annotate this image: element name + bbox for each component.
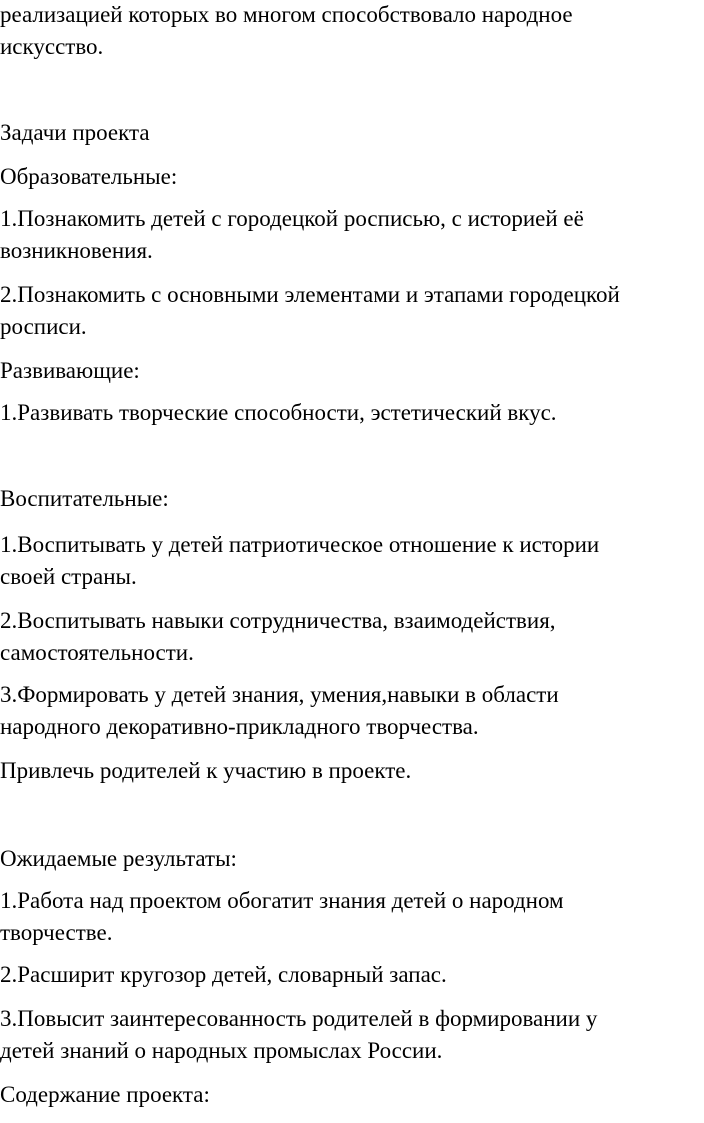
educational-item-1-line-2: возникновения. [0, 238, 153, 263]
results-item-2: 2.Расширит кругозор детей, словарный запас. [0, 962, 447, 987]
upbringing-item-1-line-2: своей страны. [0, 564, 137, 589]
intro-line-1: реализацией которых во многом способствовало народное [0, 2, 573, 27]
results-heading: Ожидаемые результаты: [0, 846, 237, 871]
upbringing-item-2-line-2: самостоятельности. [0, 640, 194, 665]
educational-item-2-line-1: 2.Познакомить с основными элементами и этапами городецкой [0, 282, 620, 307]
results-item-1-line-2: творчестве. [0, 920, 113, 945]
content-heading: Содержание проекта: [0, 1082, 210, 1107]
upbringing-item-1-line-1: 1.Воспитывать у детей патриотическое отношение к истории [0, 532, 600, 557]
tasks-heading: Задачи проекта [0, 120, 150, 145]
parents-line: Привлечь родителей к участию в проекте. [0, 758, 412, 783]
upbringing-item-2-line-1: 2.Воспитывать навыки сотрудничества, взаимодействия, [0, 608, 556, 633]
educational-item-2-line-2: росписи. [0, 314, 87, 339]
results-item-3-line-1: 3.Повысит заинтересованность родителей в формировании у [0, 1006, 598, 1031]
educational-heading: Образовательные: [0, 164, 178, 189]
upbringing-item-3-line-1: 3.Формировать у детей знания, умения,навыки в области [0, 682, 559, 707]
results-item-3-line-2: детей знаний о народных промыслах России. [0, 1038, 443, 1063]
intro-line-2: искусство. [0, 34, 104, 59]
developing-heading: Развивающие: [0, 358, 140, 383]
educational-item-1-line-1: 1.Познакомить детей с городецкой росписью, с историей её [0, 206, 584, 231]
upbringing-heading: Воспитательные: [0, 486, 169, 511]
developing-item-1: 1.Развивать творческие способности, эстетический вкус. [0, 400, 557, 425]
upbringing-item-3-line-2: народного декоративно-прикладного творчества. [0, 714, 479, 739]
results-item-1-line-1: 1.Работа над проектом обогатит знания детей о народном [0, 888, 564, 913]
